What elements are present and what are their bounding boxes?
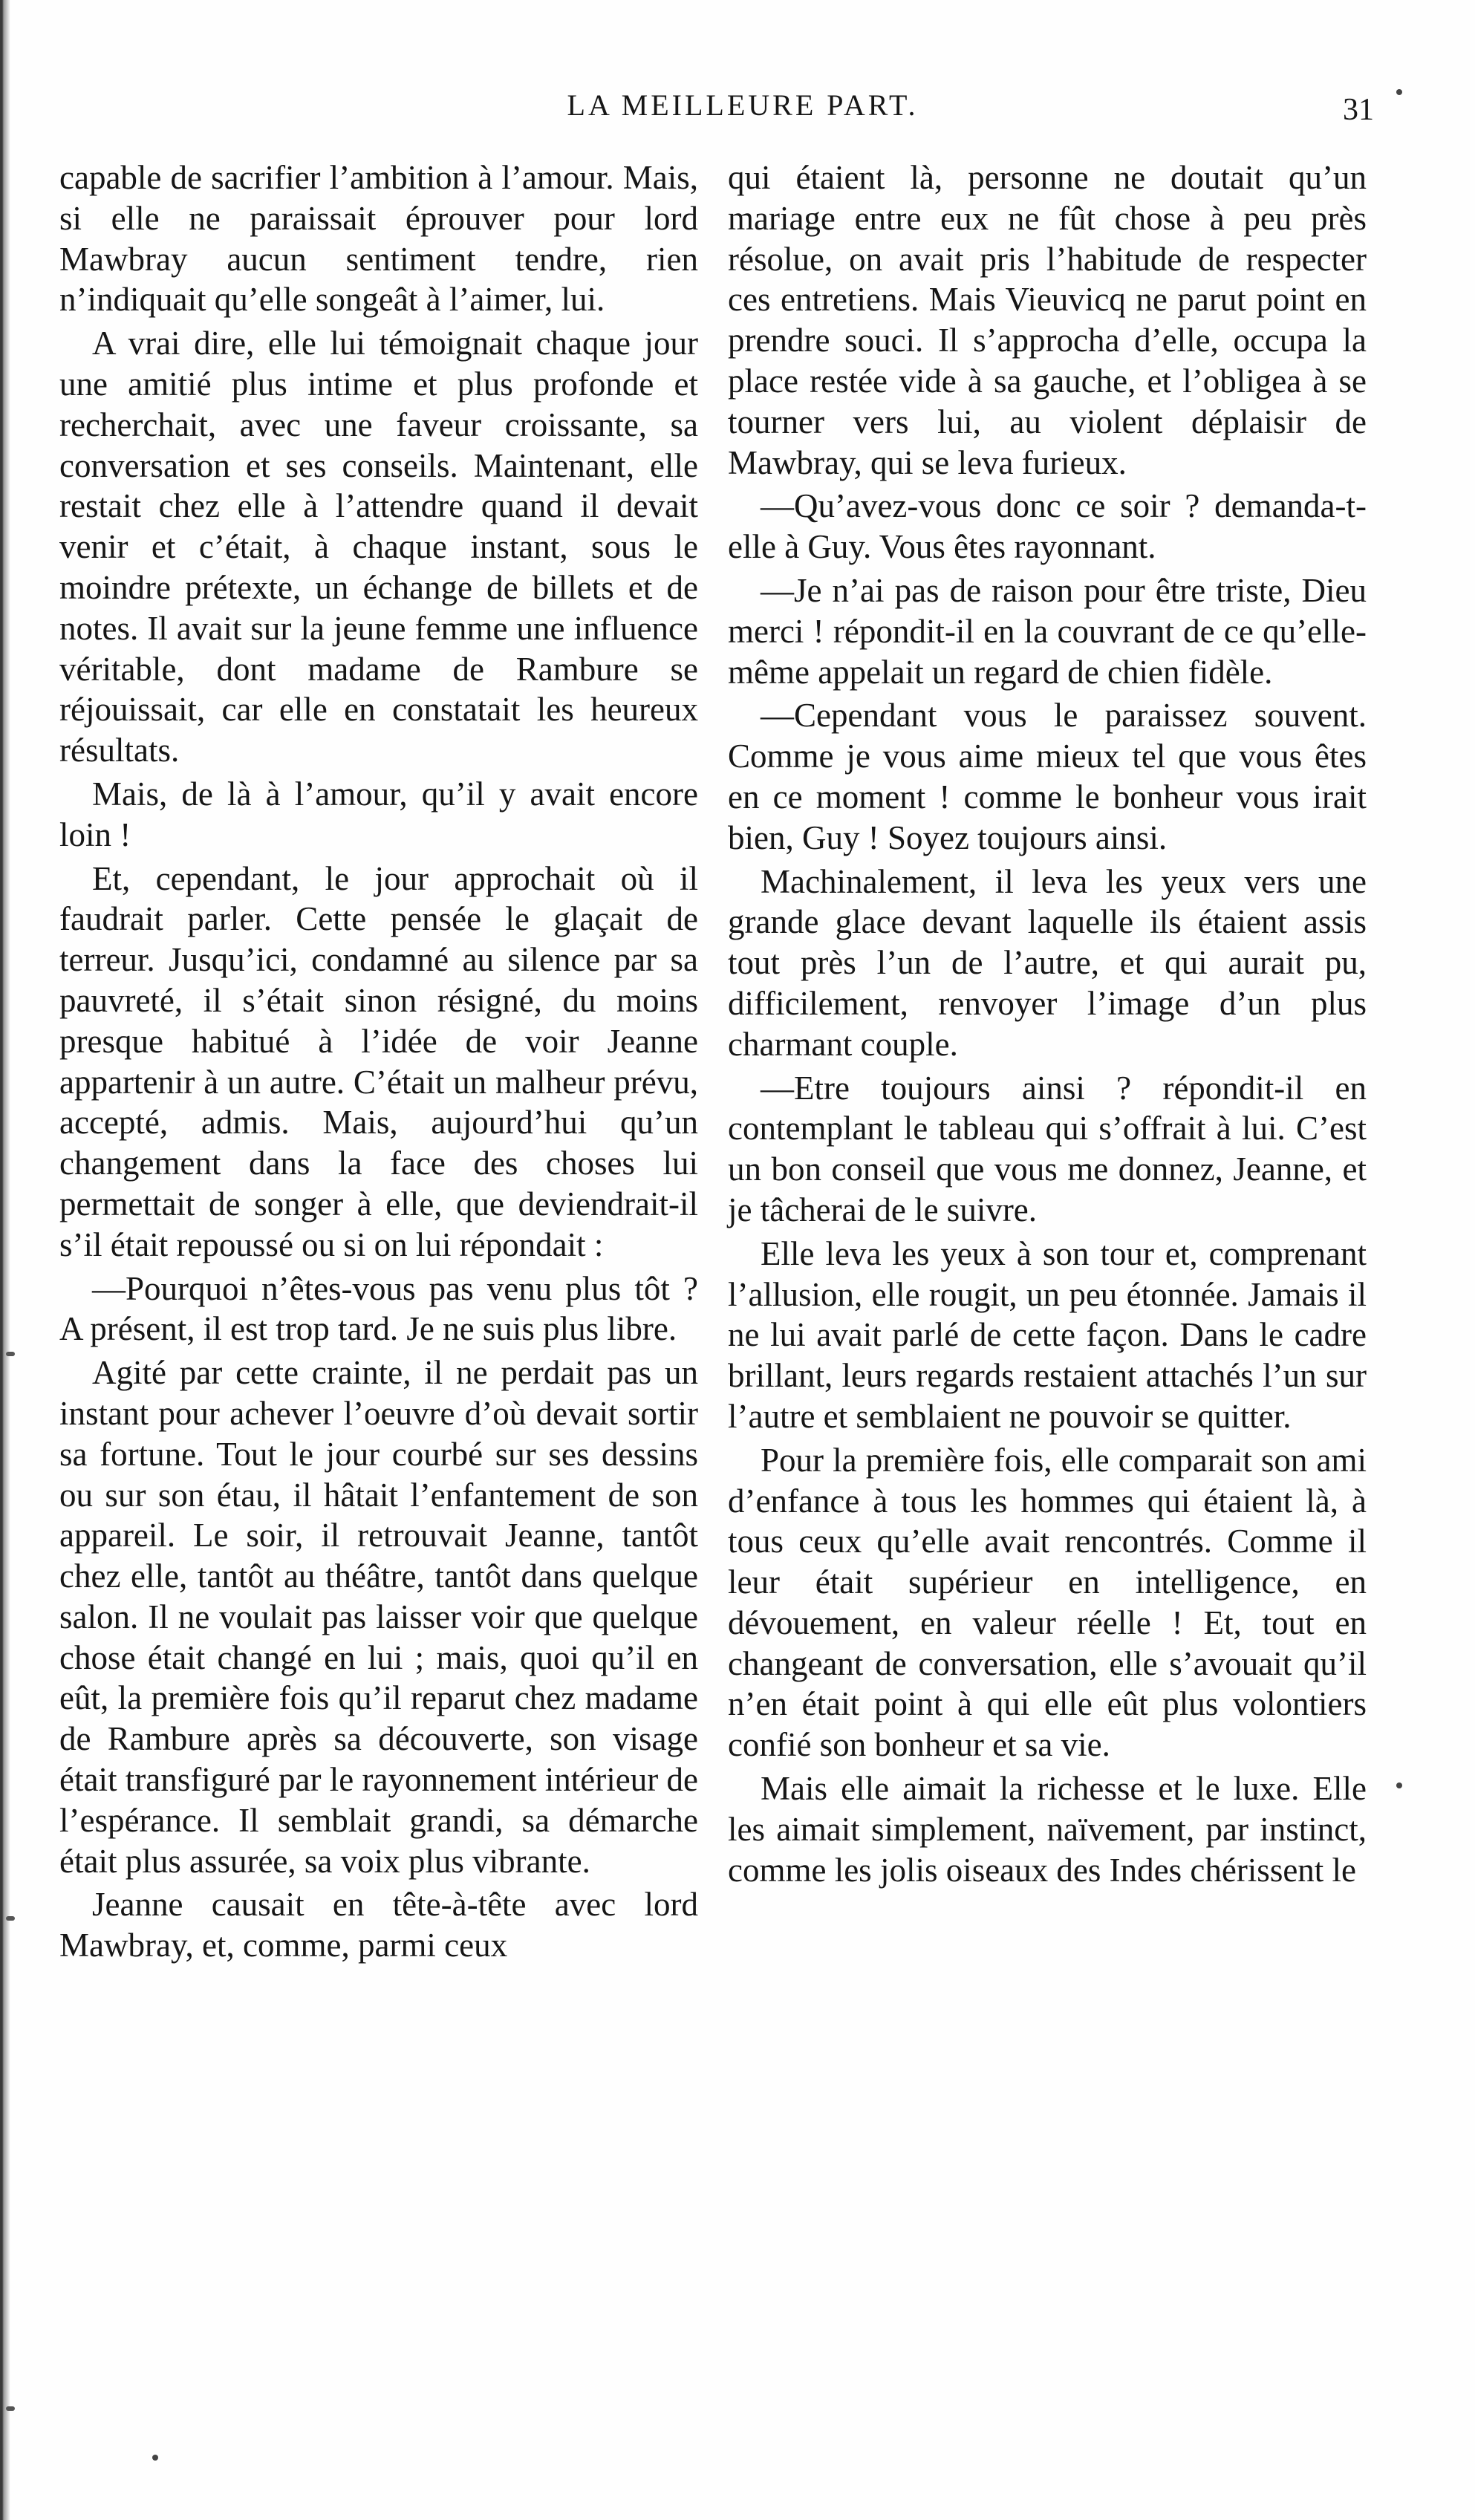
print-speck [1396,1782,1402,1788]
paragraph: capable de sacrifier l’ambition à l’amour. Mais, si elle ne paraissait éprouver pour lord Mawbray aucun sentiment tendre, rien n’indiquait qu’elle songeât à l’aimer, lui. [59,159,698,319]
dialogue-paragraph: —Pourquoi n’êtes-vous pas venu plus tôt ? A présent, il est trop tard. Je ne suis plus libre. [59,1269,698,1348]
edge-speck [6,2406,15,2411]
paragraph: Mais, de là à l’amour, qu’il y avait encore loin ! [59,775,698,853]
text-column-right [728,157,1367,1893]
dialogue-paragraph: —Je n’ai pas de raison pour être triste, Dieu merci ! répondit-il en la couvrant de ce qu’elle-même appelait un regard de chien fidèle. [728,571,1367,691]
page-number: 31 [1343,93,1374,127]
dialogue-paragraph: —Qu’avez-vous donc ce soir ? demanda-t-elle à Guy. Vous êtes rayonnant. [728,487,1367,566]
text-column-left [59,157,698,1969]
page-binding-edge [0,0,10,2520]
print-speck [152,2455,158,2461]
dialogue-paragraph: —Etre toujours ainsi ? répondit-il en contemplant le tableau qui s’offrait à lui. C’est un bon conseil que vous me donnez, Jeanne, et je tâcherai de le suivre. [728,1069,1367,1228]
paragraph: Jeanne causait en tête-à-tête avec lord Mawbray, et, comme, parmi ceux [59,1886,698,1964]
page-header [0,83,1475,128]
paragraph: A vrai dire, elle lui témoignait chaque jour une amitié plus intime et plus profonde et recherchait, avec une faveur croissante, sa conversation et ses conseils. Maintenant, elle restait chez elle à l’attendre quand il devait venir et c’était, à chaque instant, sous le moindre prétexte, un échange de billets et de notes. Il avait sur la jeune femme une influence véritable, dont madame de Rambure se réjouissait, car elle en constatait les heureux résultats. [59,325,698,769]
paragraph: qui étaient là, personne ne doutait qu’un mariage entre eux ne fût chose à peu près résolue, on avait pris l’habitude de respecter ces entretiens. Mais Vieuvicq ne parut point en prendre souci. Il s’approcha d’elle, occupa la place restée vide à sa gauche, et l’obligea à se tourner vers lui, au violent déplaisir de Mawbray, qui se leva furieux. [728,159,1367,481]
paragraph: Agité par cette crainte, il ne perdait pas un instant pour achever l’oeuvre d’où devait sortir sa fortune. Tout le jour courbé sur ses dessins ou sur son étau, il hâtait l’enfantement de son appareil. Le soir, il retrouvait Jeanne, tantôt chez elle, tantôt au théâtre, tantôt dans quelque salon. Il ne voulait pas laisser voir que quelque chose était changé en lui ; mais, quoi qu’il en eût, la première fois qu’il reparut chez madame de Rambure après sa découverte, son visage était transfiguré par le rayonnement intérieur de l’espérance. Il semblait grandi, sa démarche était plus assurée, sa voix plus vibrante. [59,1354,698,1880]
paragraph: Pour la première fois, elle comparait son ami d’enfance à tous les hommes qui étaient là, à tous ceux qu’elle avait rencontrés. Comme il leur était supérieur en intelligence, en dévouement, en valeur réelle ! Et, tout en changeant de conversation, elle s’avouait qu’il n’en était point à qui elle eût plus volontiers confié son bonheur et sa vie. [728,1441,1367,1764]
paragraph: Elle leva les yeux à son tour et, comprenant l’allusion, elle rougit, un peu étonnée. Jamais il ne lui avait parlé de cette façon. Dans le cadre brillant, leurs regards restaient attachés l’un sur l’autre et semblaient ne pouvoir se quitter. [728,1234,1367,1435]
running-title: LA MEILLEURE PART. [567,88,919,122]
paragraph: Mais elle aimait la richesse et le luxe. Elle les aimait simplement, naïvement, par instinct, comme les jolis oiseaux des Indes chérissent le [728,1770,1367,1889]
edge-speck [6,1916,15,1921]
paragraph: Machinalement, il leva les yeux vers une grande glace devant laquelle ils étaient assis tout près l’un de l’autre, et qui aurait pu, difficilement, renvoyer l’image d’un plus charmant couple. [728,862,1367,1063]
edge-speck [6,1352,15,1356]
dialogue-paragraph: —Cependant vous le paraissez souvent. Comme je vous aime mieux tel que vous êtes en ce moment ! comme le bonheur vous irait bien, Guy ! Soyez toujours ainsi. [728,697,1367,856]
print-speck [1396,89,1402,95]
paragraph: Et, cependant, le jour approchait où il faudrait parler. Cette pensée le glaçait de terreur. Jusqu’ici, condamné au silence par sa pauvreté, il s’était sinon résigné, du moins presque habitué à l’idée de voir Jeanne appartenir à un autre. C’était un malheur prévu, accepté, admis. Mais, aujourd’hui qu’un changement dans la face des choses lui permettait de songer à elle, que deviendrait-il s’il était repoussé ou si on lui répondait : [59,859,698,1263]
